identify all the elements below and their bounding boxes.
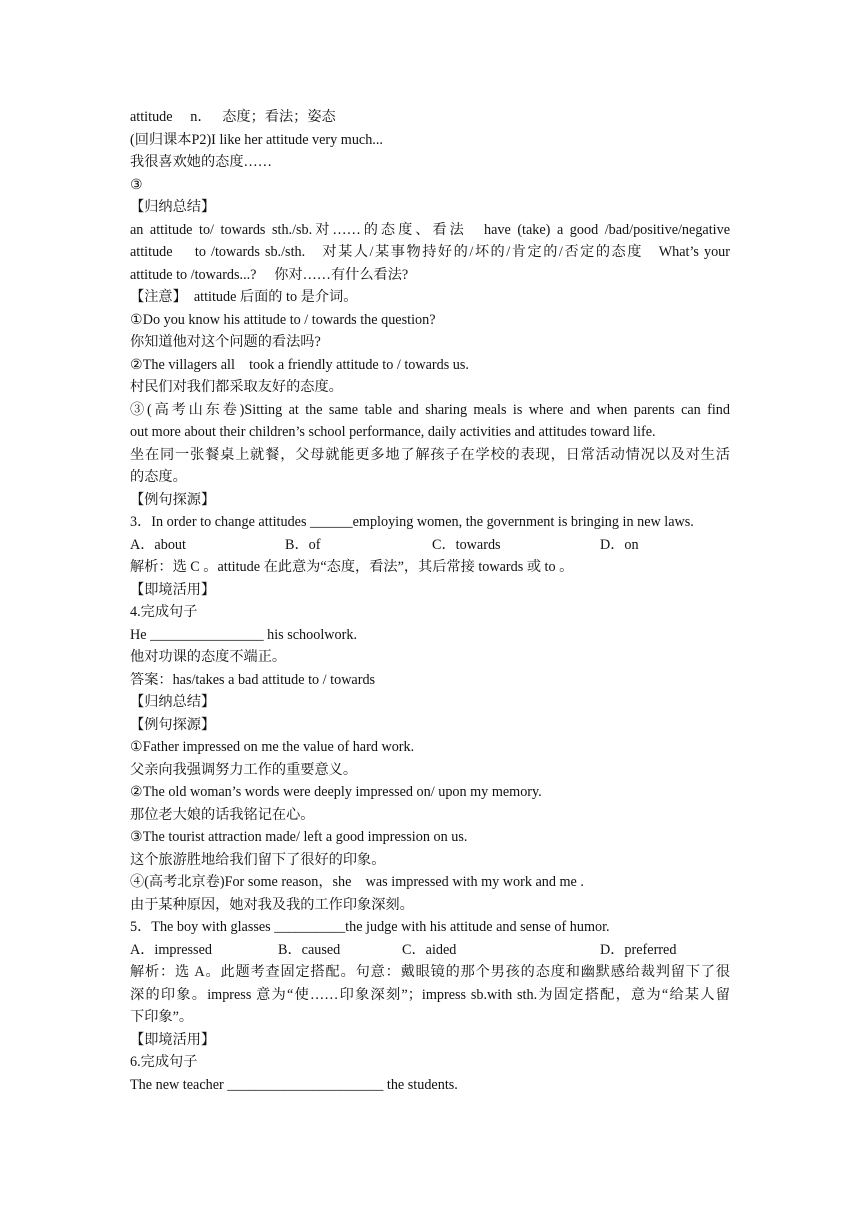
example-translation: 坐在同一张餐桌上就餐，父母就能更多地了解孩子在学校的表现，日常活动情况以及对生活 xyxy=(130,446,730,463)
exercise-title: 6.完成句子 xyxy=(130,1054,198,1070)
option-c: C．aided xyxy=(402,941,457,958)
example-sentence: ③(高考山东卷)Sitting at the same table and sharing meals is where and when parents can find xyxy=(130,401,730,418)
example-sentence: out more about their children’s school performance, daily activities and attitudes toward life. xyxy=(130,424,656,440)
example-translation: 由于某种原因，她对我及我的工作印象深刻。 xyxy=(130,896,414,913)
section-heading-examples: 【例句探源】 xyxy=(130,491,216,508)
summary-line: attitude to /towards sb./sth. 对某人/某事物持好的/坏的/肯定的/否定的态度 What’s your xyxy=(130,244,730,260)
example-translation: 的态度。 xyxy=(130,469,187,485)
textbook-example-translation: 我很喜欢她的态度…… xyxy=(130,154,272,170)
textbook-example: (回归课本P2)I like her attitude very much... xyxy=(130,131,383,148)
section-heading-summary: 【归纳总结】 xyxy=(130,199,216,215)
example-translation: 那位老大娘的话我铭记在心。 xyxy=(130,806,315,823)
section-heading-practice: 【即境活用】 xyxy=(130,1031,216,1048)
option-b: B．of xyxy=(285,536,321,553)
example-sentence: ②The villagers all took a friendly attitude to / towards us. xyxy=(130,356,469,373)
note-line: 【注意】 attitude 后面的 to 是介词。 xyxy=(130,289,358,305)
option-d: D．preferred xyxy=(600,941,677,958)
example-translation: 父亲向我强调努力工作的重要意义。 xyxy=(130,761,358,778)
question-3-options xyxy=(130,534,730,557)
example-sentence: ②The old woman’s words were deeply impressed on/ upon my memory. xyxy=(130,784,542,800)
circled-number: ③ xyxy=(130,176,143,193)
example-sentence: ③The tourist attraction made/ left a good impression on us. xyxy=(130,829,468,845)
example-translation: 你知道他对这个问题的看法吗? xyxy=(130,334,321,350)
exercise-answer: 答案：has/takes a bad attitude to / towards xyxy=(130,671,376,688)
example-sentence: ④(高考北京卷)For some reason，she was impressed with my work and me . xyxy=(130,874,584,890)
option-a: A．impressed xyxy=(130,941,212,958)
document-body xyxy=(130,106,730,1096)
option-c: C．towards xyxy=(432,536,501,553)
question-3: 3．In order to change attitudes ______employing women, the government is bringing in new laws. xyxy=(130,514,694,530)
answer-explanation: 深的印象。impress 意为“使……印象深刻”；impress sb.with sth.为固定搭配，意为“给某人留 xyxy=(130,986,730,1003)
summary-line: an attitude to/ towards sth./sb.对……的态度、看法 have (take) a good /bad/positive/negative xyxy=(130,221,730,238)
exercise-sentence: The new teacher ______________________ the students. xyxy=(130,1076,458,1093)
summary-line: attitude to /towards...? 你对……有什么看法? xyxy=(130,266,409,283)
example-sentence: ①Father impressed on me the value of hard work. xyxy=(130,739,415,755)
exercise-sentence: He ________________ his schoolwork. xyxy=(130,626,357,643)
answer-explanation: 下印象”。 xyxy=(130,1009,194,1025)
vocab-entry: attitude n． 态度；看法；姿态 xyxy=(130,109,336,125)
answer-explanation: 解析：选 A。此题考查固定搭配。句意：戴眼镜的那个男孩的态度和幽默感给裁判留下了很 xyxy=(130,964,730,980)
example-sentence: ①Do you know his attitude to / towards the question? xyxy=(130,311,436,328)
option-a: A．about xyxy=(130,536,186,553)
section-heading-practice: 【即境活用】 xyxy=(130,581,216,598)
question-5-options xyxy=(130,939,730,962)
section-heading-summary: 【归纳总结】 xyxy=(130,694,216,710)
exercise-title: 4.完成句子 xyxy=(130,604,198,620)
example-translation: 这个旅游胜地给我们留下了很好的印象。 xyxy=(130,851,386,868)
answer-explanation: 解析：选 C 。attitude 在此意为“态度，看法”，其后常接 towards 或 to 。 xyxy=(130,559,574,575)
option-d: D．on xyxy=(600,536,639,553)
question-5: 5．The boy with glasses __________the judge with his attitude and sense of humor. xyxy=(130,919,610,935)
example-translation: 村民们对我们都采取友好的态度。 xyxy=(130,379,343,395)
section-heading-examples: 【例句探源】 xyxy=(130,716,216,733)
exercise-translation: 他对功课的态度不端正。 xyxy=(130,649,287,665)
option-b: B．caused xyxy=(278,941,341,958)
